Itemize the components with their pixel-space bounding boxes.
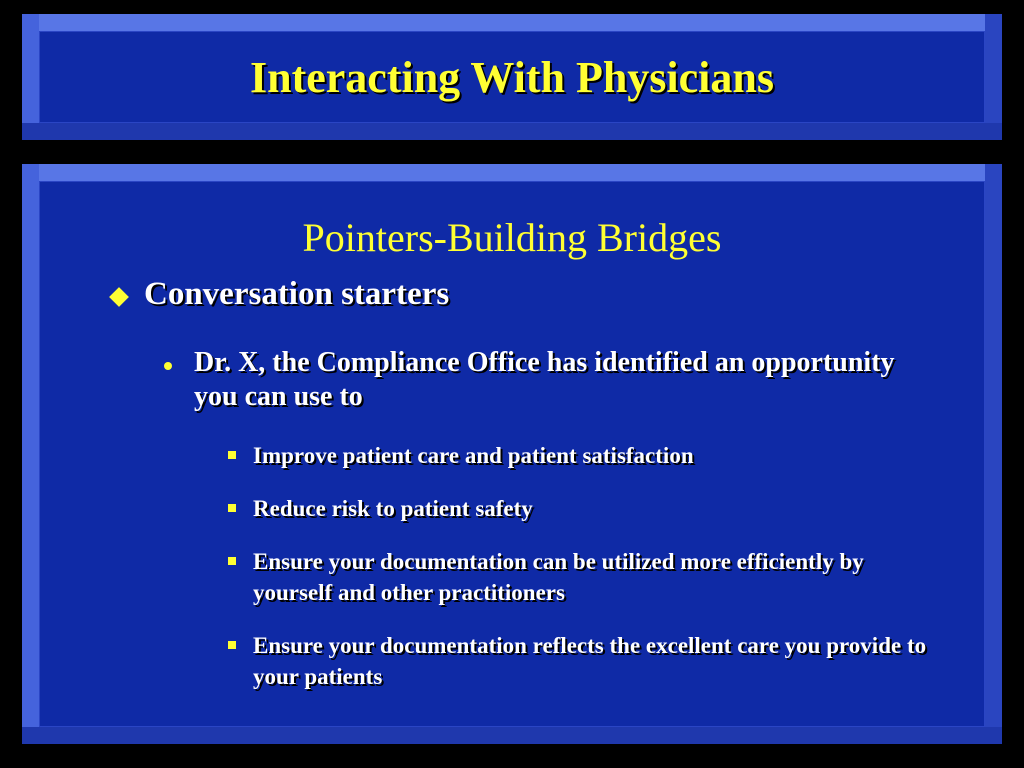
- diamond-bullet-icon: [109, 287, 129, 307]
- bullet-level3-item: [224, 630, 944, 692]
- panel-bevel: [22, 14, 1002, 31]
- panel-bevel: [22, 727, 1002, 744]
- panel-bevel: [22, 164, 1002, 181]
- section-heading: Pointers-Building Bridges: [302, 215, 722, 260]
- bullet-level3-item: [224, 440, 944, 471]
- dot-bullet-icon: [164, 362, 172, 370]
- bullet-level3-list: [224, 440, 944, 714]
- square-bullet-icon: [228, 641, 236, 649]
- slide-title: Interacting With Physicians: [250, 53, 774, 102]
- bullet-level2: [158, 346, 938, 414]
- bullet-level3-text: Ensure your documentation reflects the excellent care you provide to your patients: [253, 633, 927, 689]
- bullet-level1-text: Conversation starters: [144, 276, 450, 312]
- panel-bevel: [22, 123, 1002, 140]
- bullet-level3-text: Ensure your documentation can be utilized more efficiently by yourself and other practitioners: [253, 549, 864, 605]
- bullet-level3-item: [224, 546, 944, 608]
- bullet-level1: [108, 276, 449, 313]
- bullet-level3-text: Reduce risk to patient safety: [253, 496, 533, 521]
- bullet-level3-item: [224, 493, 944, 524]
- square-bullet-icon: [228, 557, 236, 565]
- bullet-level3-text: Improve patient care and patient satisfaction: [253, 443, 694, 468]
- square-bullet-icon: [228, 504, 236, 512]
- square-bullet-icon: [228, 451, 236, 459]
- bullet-level2-text: Dr. X, the Compliance Office has identified an opportunity you can use to: [194, 347, 895, 412]
